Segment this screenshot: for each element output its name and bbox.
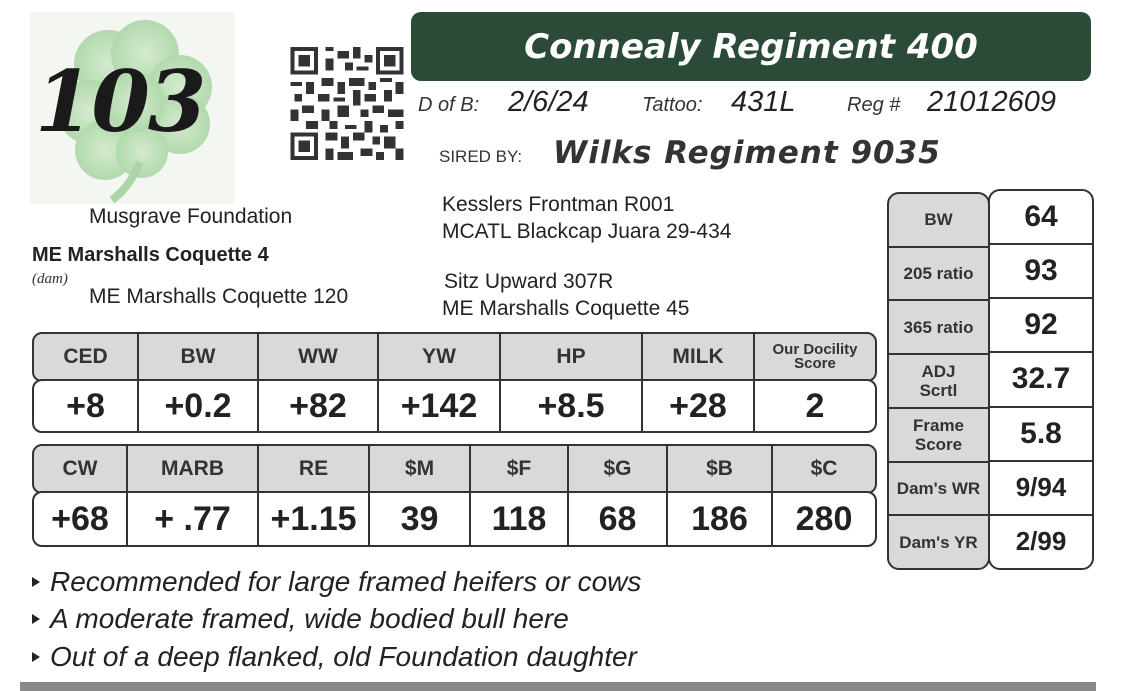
- epd-header-ww: WW: [259, 334, 379, 380]
- qr-code-icon[interactable]: [288, 47, 406, 160]
- sire-dam: MCATL Blackcap Juara 29-434: [442, 220, 732, 243]
- stat-label-text: Score: [914, 434, 963, 454]
- reg-value: 21012609: [927, 86, 1057, 118]
- stat-label-text: ADJ: [921, 362, 956, 382]
- stat-label-bw: [889, 194, 988, 248]
- epd-value-ced: +8: [34, 381, 139, 431]
- remark-item: [32, 603, 569, 635]
- epd-header-re: RE: [259, 446, 370, 492]
- stat-label-text: Scrtl: [919, 381, 958, 401]
- epd-value-hp: +8.5: [501, 381, 643, 431]
- epd-value-re: +1.15: [259, 493, 370, 545]
- epd-value-yw: +142: [379, 381, 501, 431]
- epd-header-f: $F: [471, 446, 569, 492]
- reg-label: Reg #: [847, 94, 901, 116]
- epd-header-ced: CED: [34, 334, 139, 380]
- remark-text: A moderate framed, wide bodied bull here: [50, 603, 569, 634]
- epd-header-bw: BW: [139, 334, 259, 380]
- epd-header-cw: CW: [34, 446, 128, 492]
- stat-value-dams-yr: 2/99: [1015, 526, 1067, 557]
- bullet-icon: [32, 652, 40, 662]
- docility-header-line-2: Score: [794, 355, 836, 372]
- stat-value-205-ratio: 93: [990, 245, 1092, 299]
- stats-label-column: [887, 192, 990, 570]
- epd-header-c: $C: [810, 457, 838, 480]
- tattoo-label: Tattoo:: [642, 94, 703, 116]
- stat-label-text: Frame: [912, 415, 965, 435]
- epd-header-hp: HP: [501, 334, 643, 380]
- stat-label-text: Dam's YR: [899, 532, 978, 552]
- title-banner: [411, 12, 1091, 81]
- epd-header-docility: [755, 334, 875, 380]
- dob-label: D of B:: [418, 94, 480, 116]
- epd-header-m: $M: [370, 446, 471, 492]
- lot-number: 103: [35, 52, 205, 151]
- stat-label-adj-scrtl: [889, 355, 988, 409]
- epd-value-marb: + .77: [128, 493, 259, 545]
- dam-label: (dam): [32, 271, 68, 287]
- epd-header-row-2: [32, 444, 877, 494]
- epd-value-bw: +0.2: [139, 381, 259, 431]
- epd-header-yw: YW: [379, 334, 501, 380]
- epd-header-b: $B: [668, 446, 773, 492]
- dam-sire-right: Sitz Upward 307R: [444, 270, 614, 293]
- epd-value-milk: +28: [643, 381, 755, 431]
- stat-label-205-ratio: [889, 248, 988, 302]
- dam-dam-left: ME Marshalls Coquette 120: [89, 285, 349, 308]
- epd-value-row-2: [32, 491, 877, 547]
- stat-label-frame-score: [889, 409, 988, 463]
- epd-value-g: 68: [569, 493, 668, 545]
- stats-value-column: [988, 189, 1094, 570]
- stat-value-dams-wr: 9/94: [990, 462, 1092, 516]
- epd-value-row-1: [32, 379, 877, 433]
- remark-text: Out of a deep flanked, old Foundation daughter: [50, 641, 637, 672]
- stat-label-text: Dam's WR: [896, 478, 981, 498]
- sire-name: Wilks Regiment 9035: [553, 135, 941, 171]
- epd-header-row-1: [32, 332, 877, 382]
- bullet-icon: [32, 614, 40, 624]
- remark-item: [32, 641, 637, 673]
- dam-sire-left: Musgrave Foundation: [89, 205, 293, 228]
- bottom-divider: [20, 682, 1096, 691]
- stat-value-365-ratio: 92: [990, 299, 1092, 353]
- epd-header-g: $G: [569, 446, 668, 492]
- epd-value-m: 39: [370, 493, 471, 545]
- epd-header-milk: MILK: [643, 334, 755, 380]
- stat-label-text: 205 ratio: [903, 264, 974, 284]
- stat-label-dams-yr: [889, 516, 988, 568]
- sire-sire: Kesslers Frontman R001: [442, 193, 675, 216]
- stat-label-text: 365 ratio: [903, 317, 974, 337]
- stat-label-text: BW: [924, 210, 953, 230]
- dam-dam-right: ME Marshalls Coquette 45: [442, 297, 690, 320]
- bullet-icon: [32, 577, 40, 587]
- epd-value-docility: 2: [805, 386, 825, 425]
- epd-value-c: 280: [795, 499, 853, 538]
- epd-header-marb: MARB: [128, 446, 259, 492]
- dob-value: 2/6/24: [508, 86, 589, 118]
- stat-value-bw: 64: [990, 191, 1092, 245]
- tattoo-value: 431L: [731, 86, 796, 118]
- stat-value-frame-score: 5.8: [990, 408, 1092, 462]
- epd-value-ww: +82: [259, 381, 379, 431]
- remark-text: Recommended for large framed heifers or cows: [50, 566, 642, 597]
- animal-name: Connealy Regiment 400: [524, 26, 978, 67]
- remark-item: [32, 566, 641, 598]
- stat-label-dams-wr: [889, 463, 988, 517]
- epd-value-f: 118: [471, 493, 569, 545]
- docility-header-line-1: Our Docility: [772, 341, 858, 358]
- epd-value-b: 186: [668, 493, 773, 545]
- dam-name: ME Marshalls Coquette 4: [32, 244, 269, 266]
- sired-by-label: SIRED BY:: [439, 147, 523, 166]
- stat-label-365-ratio: [889, 301, 988, 355]
- stat-value-adj-scrtl: 32.7: [990, 353, 1092, 407]
- epd-value-cw: +68: [34, 493, 128, 545]
